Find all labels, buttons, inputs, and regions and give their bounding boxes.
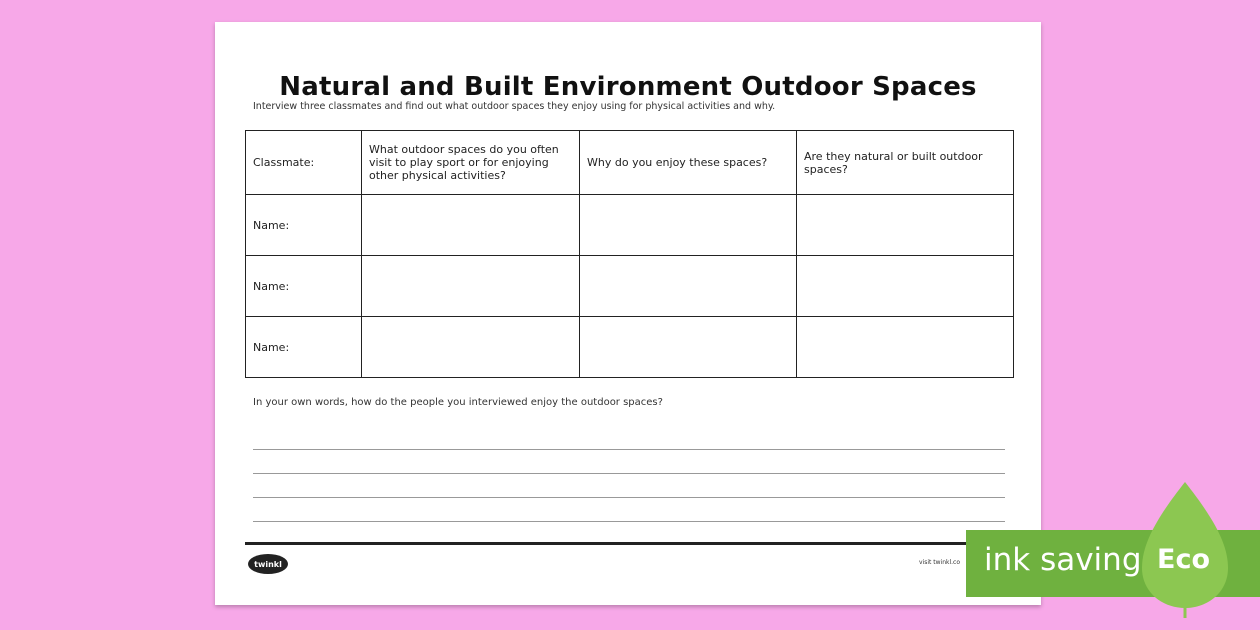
answer-cell[interactable] [580,256,797,317]
eco-label: Eco [1157,544,1210,575]
header-why-enjoy: Why do you enjoy these spaces? [580,131,797,195]
writing-line[interactable] [253,497,1005,498]
header-outdoor-spaces: What outdoor spaces do you often visit to play sport or for enjoying other physical activities? [362,131,580,195]
worksheet-title: Natural and Built Environment Outdoor Spaces [279,72,977,102]
footer-url: visit twinkl.co [919,559,961,566]
answer-cell[interactable] [580,195,797,256]
writing-line[interactable] [253,449,1005,450]
twinkl-logo [247,553,289,575]
answer-cell[interactable] [580,317,797,378]
answer-cell[interactable] [362,317,580,378]
table-row [246,317,1014,378]
writing-line[interactable] [253,473,1005,474]
table-row [246,256,1014,317]
table-header-row [246,131,1014,195]
header-natural-or-built: Are they natural or built outdoor spaces? [797,131,1014,195]
instruction-text: Interview three classmates and find out what outdoor spaces they enjoy using for physical activities and why. [253,101,776,112]
answer-cell[interactable] [797,317,1014,378]
name-label: Name: [246,317,362,378]
worksheet-page [215,22,1041,605]
reflection-prompt: In your own words, how do the people you interviewed enjoy the outdoor spaces? [253,397,663,408]
ink-saving-label: ink saving [984,542,1142,578]
name-label: Name: [246,256,362,317]
header-classmate: Classmate: [246,131,362,195]
name-label: Name: [246,195,362,256]
table-row [246,195,1014,256]
answer-cell[interactable] [797,256,1014,317]
footer-divider [245,542,1013,545]
writing-line[interactable] [253,521,1005,522]
svg-text:twinkl: twinkl [254,560,282,569]
interview-table [245,130,1014,378]
answer-cell[interactable] [362,195,580,256]
answer-cell[interactable] [797,195,1014,256]
answer-cell[interactable] [362,256,580,317]
